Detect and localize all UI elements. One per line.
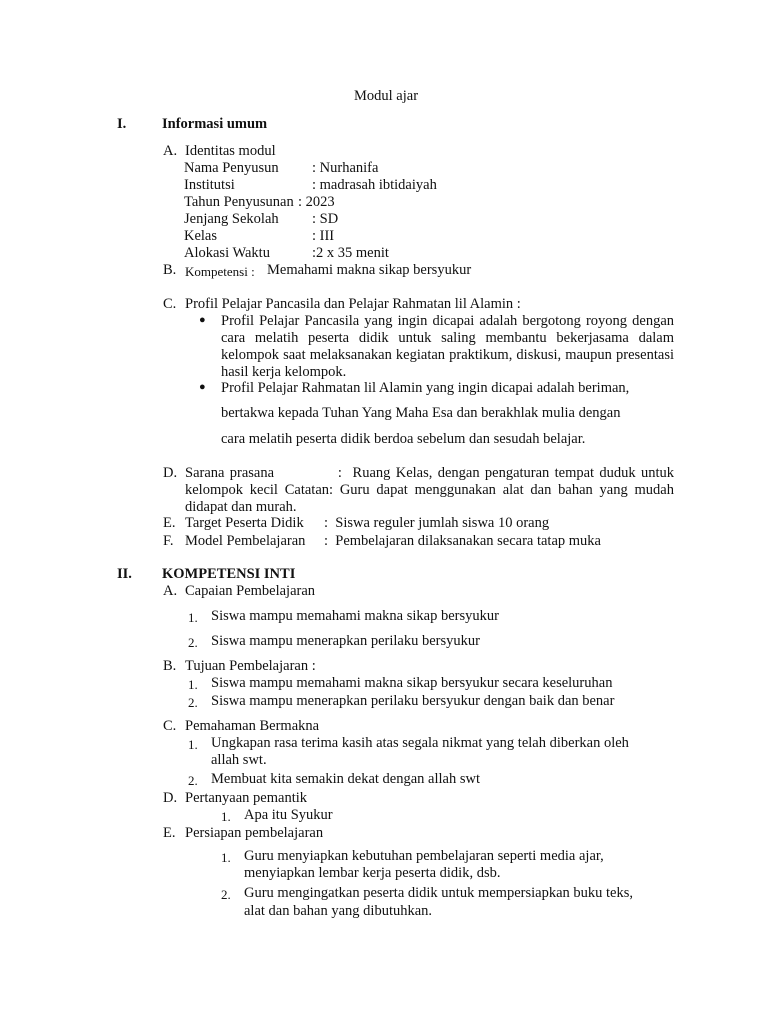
list-item: Siswa mampu menerapkan perilaku bersyukur: [211, 633, 480, 649]
s2-e-letter: E.: [163, 825, 176, 841]
s1-b-letter: B.: [163, 262, 177, 278]
s1-f-value: : Pembelajaran dilaksanakan secara tatap muka: [324, 533, 601, 549]
list-number: 1.: [188, 677, 198, 692]
section1-number: I.: [117, 116, 127, 132]
bullet-text: bertakwa kepada Tuhan Yang Maha Esa dan berakhlak mulia dengan: [221, 405, 621, 421]
list-number: 1.: [221, 809, 231, 824]
list-item: alat dan bahan yang dibutuhkan.: [244, 903, 433, 919]
s1-a-letter: A.: [163, 143, 178, 159]
section1-heading: Informasi umum: [162, 116, 268, 132]
list-item: Membuat kita semakin dekat dengan allah swt: [211, 771, 480, 787]
s2-b-letter: B.: [163, 658, 177, 674]
list-number: 2.: [221, 887, 231, 902]
s1-d-letter: D.: [163, 465, 178, 481]
s1-b-prefix: Kompetensi :: [185, 264, 255, 279]
bullet-text: Profil Pelajar Pancasila yang ingin dicapai adalah bergotong royong dengan cara melatih peserta didik untuk saling membantu bekerjasama dalam kelompok saat melaksanakan kegiatan praktikum, diskusi, maupun presentasi hasil kerja kelompok.: [221, 313, 674, 380]
list-item: allah swt.: [211, 752, 267, 768]
s1-c-letter: C.: [163, 296, 177, 312]
s1-e-label: Target Peserta Didik: [185, 515, 304, 531]
s2-d-title: Pertanyaan pemantik: [185, 790, 307, 806]
s1-e-letter: E.: [163, 515, 176, 531]
list-number: 2.: [188, 773, 198, 788]
s2-e-title: Persiapan pembelajaran: [185, 825, 324, 841]
identity-value: :2 x 35 menit: [312, 245, 389, 261]
list-number: 2.: [188, 635, 198, 650]
list-number: 1.: [188, 610, 198, 625]
s2-c-letter: C.: [163, 718, 177, 734]
s1-e-value: : Siswa reguler jumlah siswa 10 orang: [324, 515, 550, 531]
identity-value: : SD: [312, 211, 339, 227]
bullet-icon: ●: [199, 314, 206, 326]
list-number: 2.: [188, 695, 198, 710]
identity-label: Kelas: [184, 228, 218, 244]
bullet-text: cara melatih peserta didik berdoa sebelum dan sesudah belajar.: [221, 431, 586, 447]
s1-a-title: Identitas modul: [185, 143, 276, 159]
s1-b-text: Memahami makna sikap bersyukur: [267, 262, 472, 278]
s1-f-letter: F.: [163, 533, 174, 549]
list-number: 1.: [188, 737, 198, 752]
identity-label: Tahun Penyusunan: [184, 194, 294, 210]
identity-label: Alokasi Waktu: [184, 245, 270, 261]
identity-value: : madrasah ibtidaiyah: [312, 177, 437, 193]
list-item: Siswa mampu memahami makna sikap bersyukur: [211, 608, 499, 624]
list-item: Guru mengingatkan peserta didik untuk mempersiapkan buku teks,: [244, 885, 633, 901]
section2-number: II.: [117, 566, 132, 582]
list-number: 1.: [221, 850, 231, 865]
identity-label: Nama Penyusun: [184, 160, 279, 176]
list-item: Ungkapan rasa terima kasih atas segala nikmat yang telah diberkan oleh: [211, 735, 629, 751]
list-item: Apa itu Syukur: [244, 807, 333, 823]
list-item: Siswa mampu memahami makna sikap bersyukur secara keseluruhan: [211, 675, 613, 691]
s2-a-letter: A.: [163, 583, 178, 599]
bullet-text: Profil Pelajar Rahmatan lil Alamin yang ingin dicapai adalah beriman,: [221, 380, 630, 396]
list-item: Siswa mampu menerapkan perilaku bersyukur dengan baik dan benar: [211, 693, 615, 709]
s1-f-label: Model Pembelajaran: [185, 533, 306, 549]
identity-value: : III: [312, 228, 335, 244]
s2-b-title: Tujuan Pembelajaran :: [185, 658, 316, 674]
identity-label: Jenjang Sekolah: [184, 211, 279, 227]
bullet-icon: ●: [199, 381, 206, 393]
identity-value: : 2023: [298, 194, 335, 210]
section2-heading: KOMPETENSI INTI: [162, 566, 296, 582]
s2-d-letter: D.: [163, 790, 178, 806]
identity-label: Institutsi: [184, 177, 235, 193]
s2-c-title: Pemahaman Bermakna: [185, 718, 320, 734]
s1-c-title: Profil Pelajar Pancasila dan Pelajar Rahmatan lil Alamin :: [185, 296, 521, 312]
document-title: Modul ajar: [354, 88, 419, 104]
list-item: Guru menyiapkan kebutuhan pembelajaran seperti media ajar,: [244, 848, 604, 864]
s1-d-text: Sarana prasana : Ruang Kelas, dengan pengaturan tempat duduk untuk kelompok kecil Catatan: Guru dapat menggunakan alat dan bahan yang mudah didapat dan murah.: [185, 465, 678, 515]
list-item: menyiapkan lembar kerja peserta didik, dsb.: [244, 865, 501, 881]
s2-a-title: Capaian Pembelajaran: [185, 583, 316, 599]
identity-value: : Nurhanifa: [312, 160, 379, 176]
